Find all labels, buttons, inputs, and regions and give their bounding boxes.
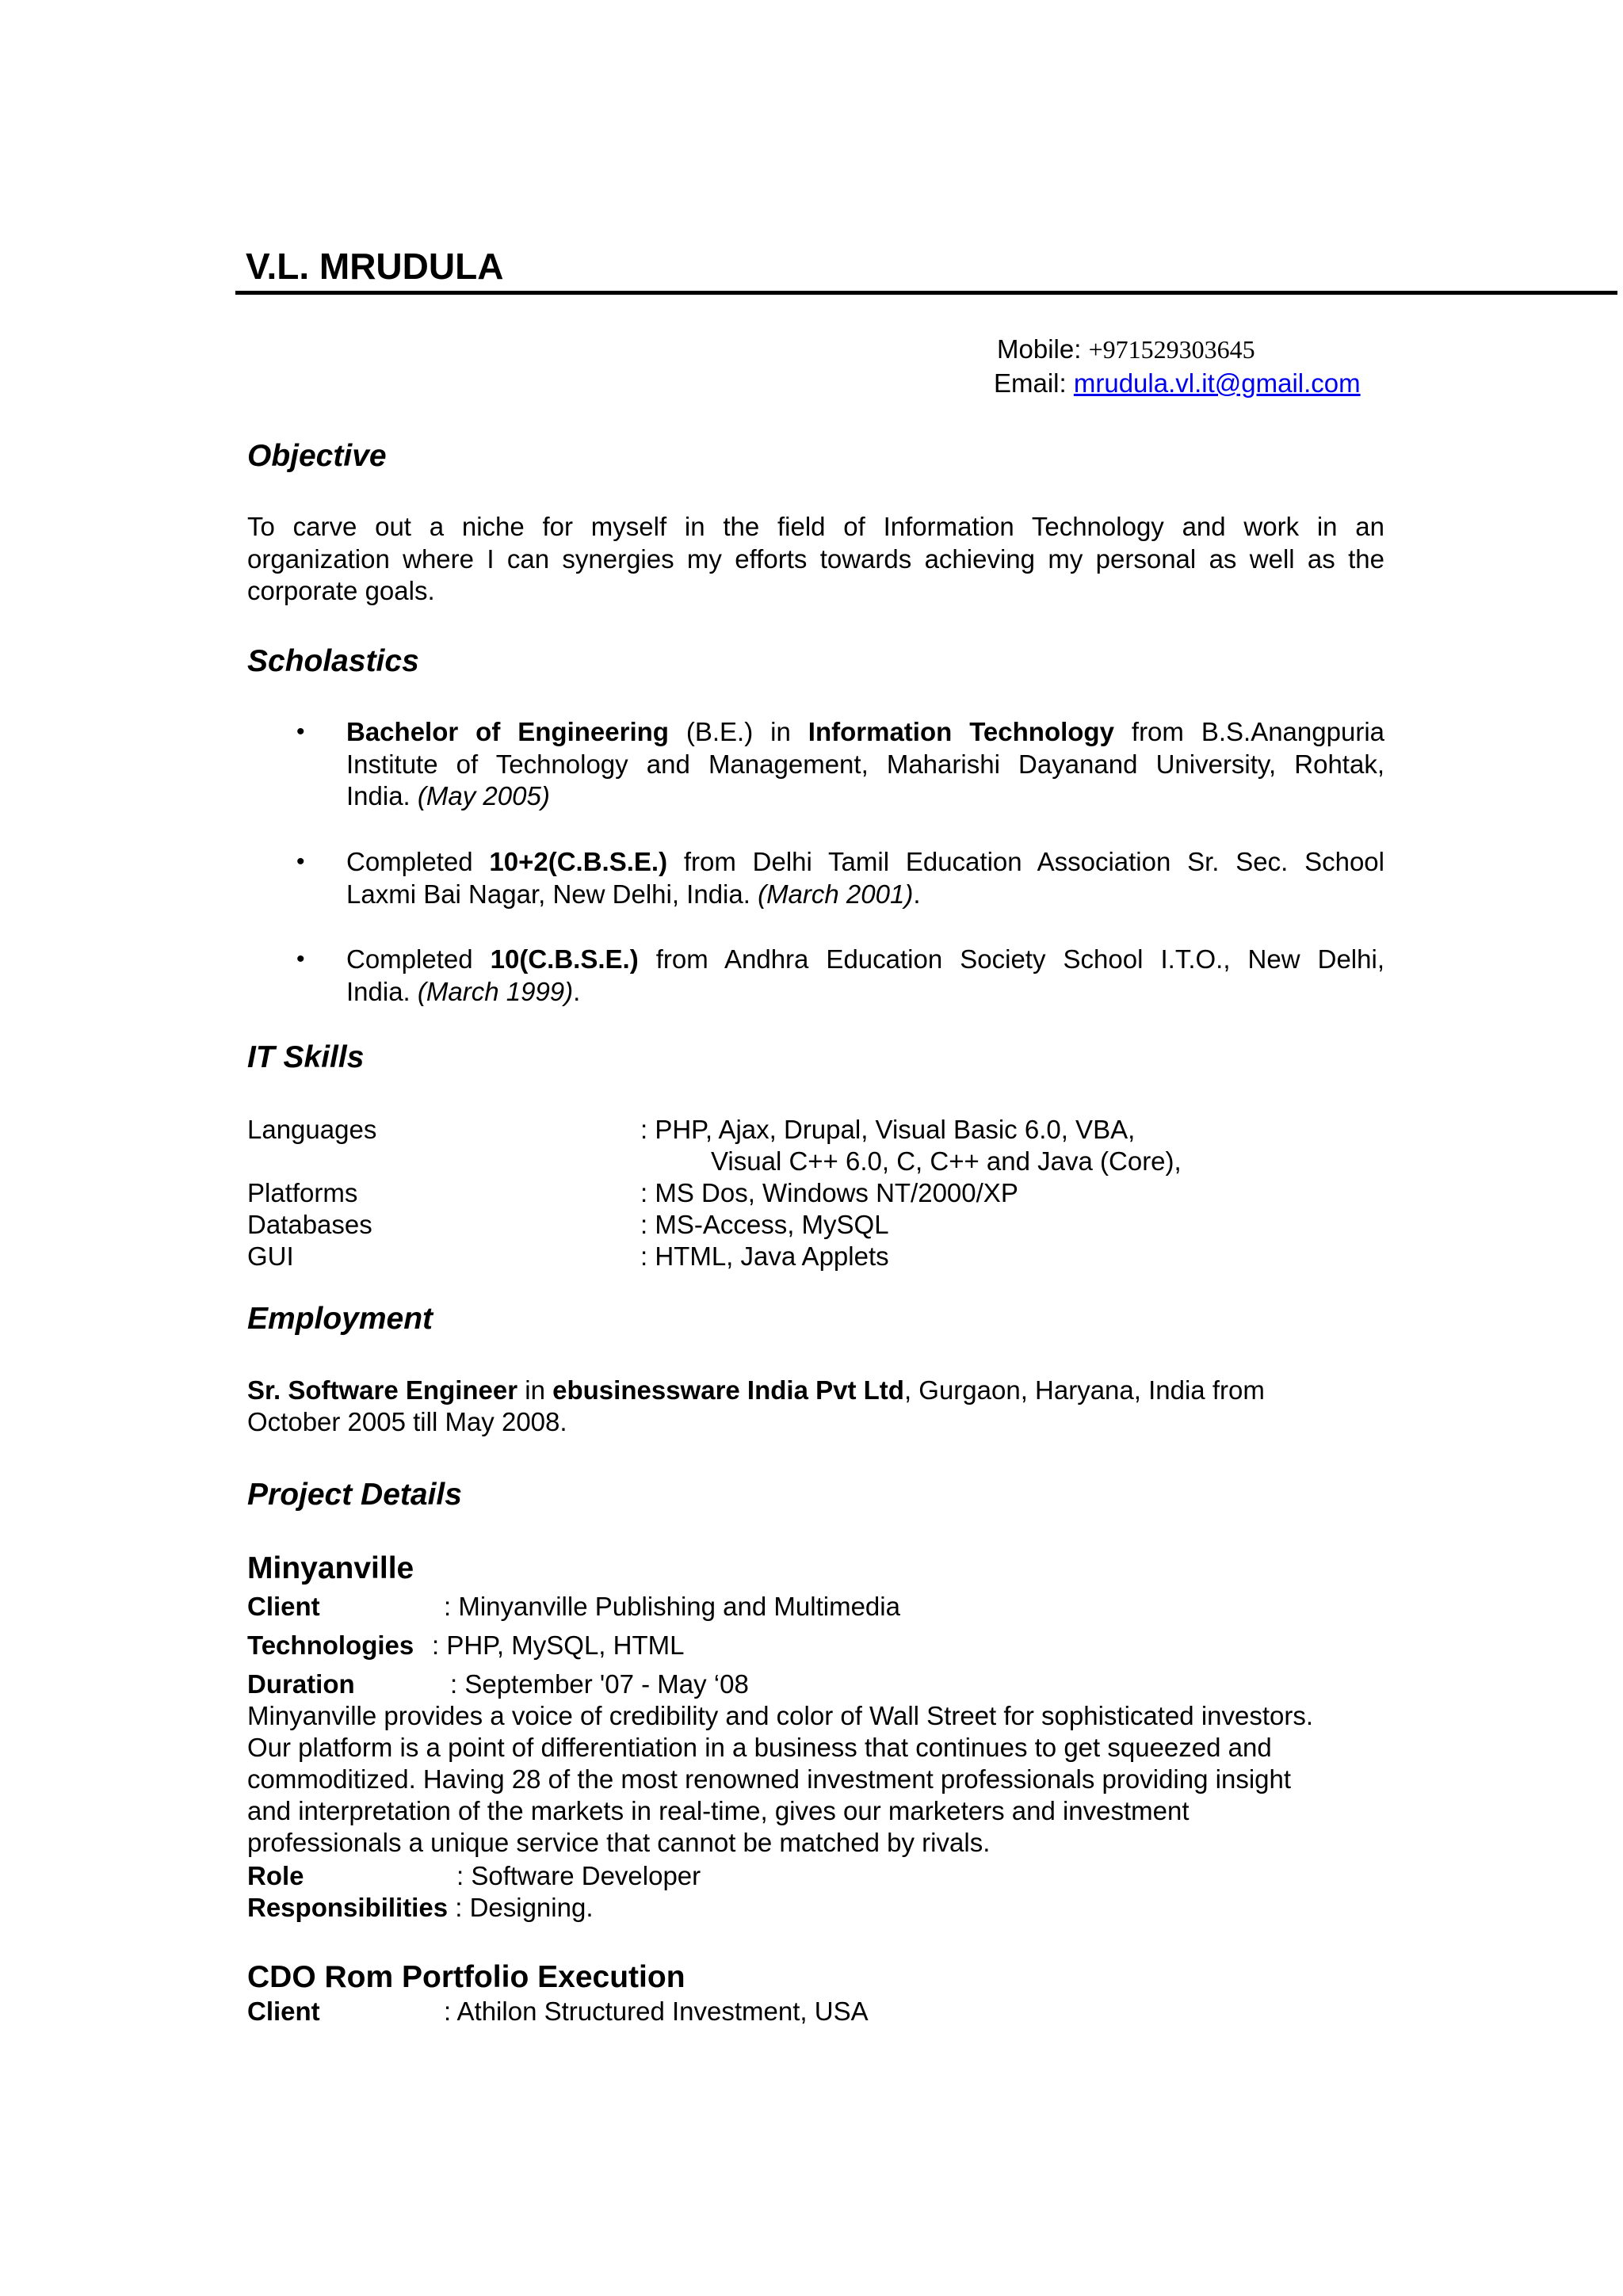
objective-line: corporate goals. bbox=[247, 576, 435, 605]
bullet-icon: • bbox=[296, 849, 305, 875]
skill-value: : MS Dos, Windows NT/2000/XP bbox=[640, 1178, 1018, 1207]
client-label: Client bbox=[247, 1592, 320, 1621]
project-description-line: Our platform is a point of differentiation in a business that continues to get squeezed and bbox=[247, 1733, 1272, 1762]
duration-value: : September '07 - May ‘08 bbox=[450, 1669, 749, 1699]
bullet-icon: • bbox=[296, 719, 305, 745]
scholastics-item-line: Completed 10(C.B.S.E.) from Andhra Education Society School I.T.O., New Delhi, bbox=[346, 944, 1384, 974]
scholastics-item bbox=[346, 716, 1384, 813]
email-label: Email: bbox=[994, 368, 1067, 398]
employment-line: Sr. Software Engineer in ebusinessware India Pvt Ltd, Gurgaon, Haryana, India from bbox=[247, 1375, 1265, 1405]
objective-heading: Objective bbox=[247, 439, 387, 473]
objective-line: To carve out a niche for myself in the field of Information Technology and work in an bbox=[247, 512, 1384, 541]
scholastics-item-line: Bachelor of Engineering (B.E.) in Information Technology from B.S.Anangpuria bbox=[346, 717, 1384, 746]
skill-value: : PHP, Ajax, Drupal, Visual Basic 6.0, VBA, bbox=[640, 1115, 1136, 1144]
scholastics-item-line: Laxmi Bai Nagar, New Delhi, India. (March 2001). bbox=[346, 879, 921, 909]
mobile-number: +971529303645 bbox=[1088, 335, 1255, 364]
scholastics-item-line: India. (May 2005) bbox=[346, 781, 550, 810]
project-details-heading: Project Details bbox=[247, 1478, 462, 1512]
project-description bbox=[247, 1700, 1313, 1859]
header-rule bbox=[235, 291, 1617, 295]
candidate-name: V.L. MRUDULA bbox=[246, 246, 504, 287]
email-line bbox=[994, 368, 1361, 399]
duration-label: Duration bbox=[247, 1669, 355, 1699]
technologies-label: Technologies bbox=[247, 1630, 414, 1660]
skill-label: GUI bbox=[247, 1241, 294, 1271]
objective-line: organization where I can synergies my efforts towards achieving my personal as well as the bbox=[247, 543, 1384, 574]
mobile-label: Mobile: bbox=[997, 334, 1082, 364]
scholastics-item-line: Institute of Technology and Management, Maharishi Dayanand University, Rohtak, bbox=[346, 749, 1384, 779]
project-description-line: and interpretation of the markets in real-time, gives our marketers and investment bbox=[247, 1796, 1190, 1825]
it-skills-heading: IT Skills bbox=[247, 1040, 365, 1074]
employment-line: October 2005 till May 2008. bbox=[247, 1407, 567, 1436]
mobile-line bbox=[997, 334, 1255, 365]
scholastics-item bbox=[346, 944, 1384, 1008]
skill-value: : MS-Access, MySQL bbox=[640, 1210, 889, 1239]
role-value: : Software Developer bbox=[456, 1861, 701, 1890]
client-value: : Minyanville Publishing and Multimedia bbox=[444, 1592, 900, 1621]
skill-label: Databases bbox=[247, 1210, 372, 1239]
scholastics-item bbox=[346, 846, 1384, 910]
scholastics-item-line: Completed 10+2(C.B.S.E.) from Delhi Tamil Education Association Sr. Sec. School bbox=[346, 847, 1384, 876]
skill-value: : HTML, Java Applets bbox=[640, 1241, 889, 1271]
client-value: : Athilon Structured Investment, USA bbox=[444, 1997, 869, 2026]
bullet-icon: • bbox=[296, 946, 305, 972]
skill-value: Visual C++ 6.0, C, C++ and Java (Core), bbox=[711, 1146, 1182, 1176]
project-description-line: commoditized. Having 28 of the most renowned investment professionals providing insight bbox=[247, 1764, 1292, 1794]
scholastics-item-line: India. (March 1999). bbox=[346, 976, 581, 1006]
skill-label: Languages bbox=[247, 1115, 377, 1144]
project-title: Minyanville bbox=[247, 1551, 414, 1585]
employment-heading: Employment bbox=[247, 1302, 433, 1336]
project-description-line: professionals a unique service that cannot be matched by rivals. bbox=[247, 1828, 991, 1857]
project-description-line: Minyanville provides a voice of credibility and color of Wall Street for sophisticated investors. bbox=[247, 1701, 1314, 1730]
responsibilities-line: Responsibilities : Designing. bbox=[247, 1893, 594, 1922]
email-link[interactable]: mrudula.vl.it@gmail.com bbox=[1073, 368, 1361, 398]
skill-label: Platforms bbox=[247, 1178, 358, 1207]
objective-text bbox=[247, 511, 1384, 608]
client-label: Client bbox=[247, 1997, 320, 2026]
role-label: Role bbox=[247, 1861, 304, 1890]
scholastics-heading: Scholastics bbox=[247, 644, 419, 678]
project-title: CDO Rom Portfolio Execution bbox=[247, 1960, 685, 1994]
technologies-value: : PHP, MySQL, HTML bbox=[432, 1630, 685, 1660]
